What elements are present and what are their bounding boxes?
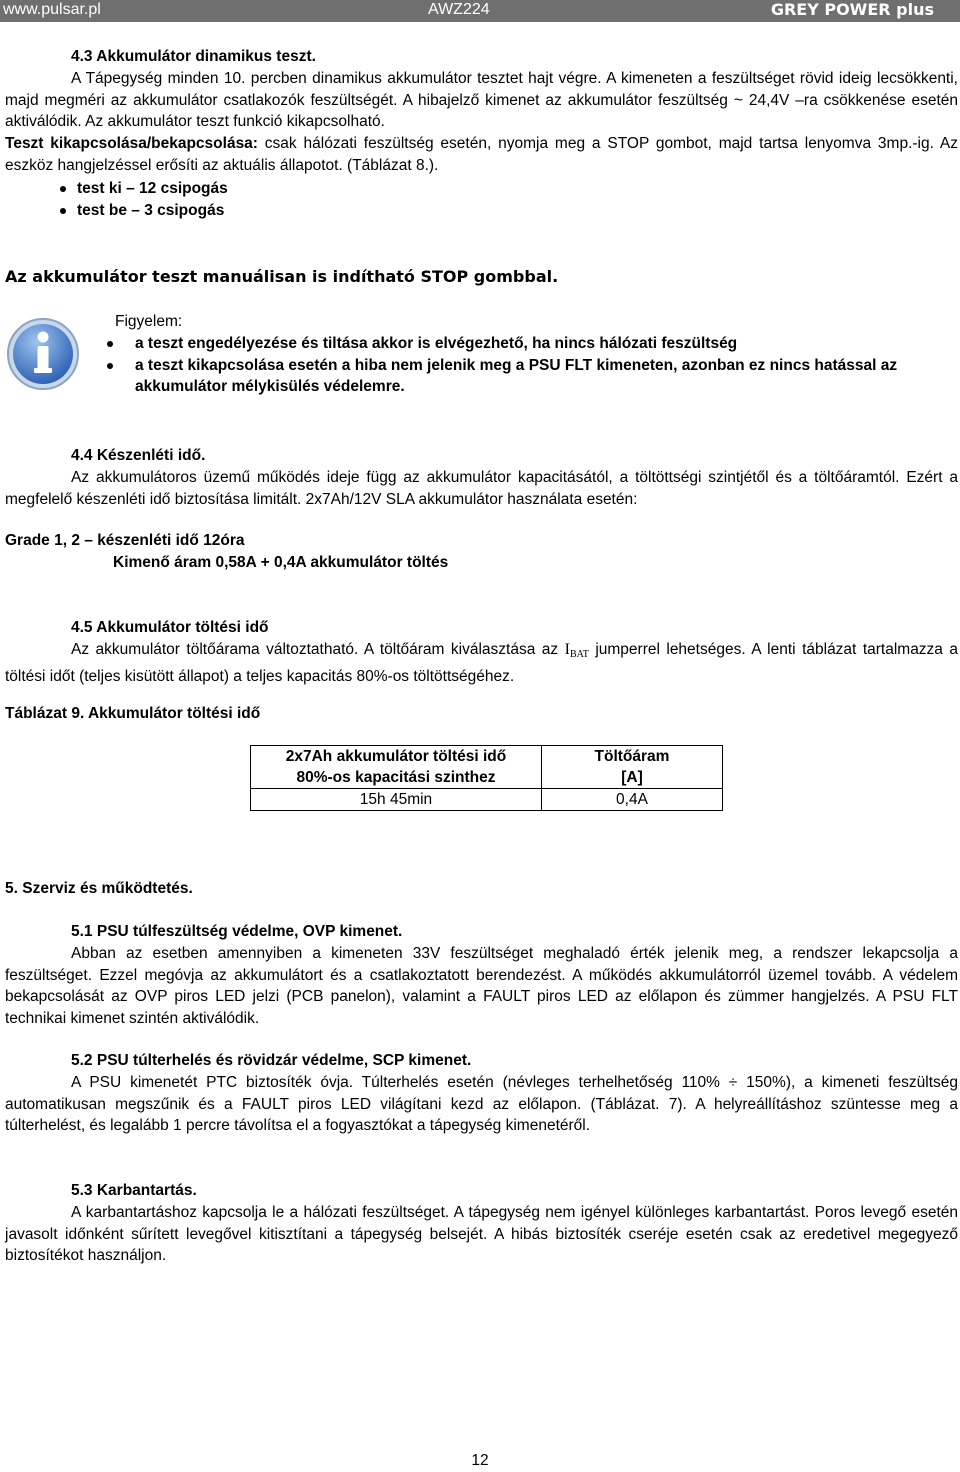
table-row (251, 789, 723, 811)
section-4-4-paragraph: Az akkumulátoros üzemű működés ideje függ az akkumulátor kapacitásától, a töltöttségi szintjétől és a töltőáramtól. Ezért a megfelelő készenléti idő biztosítása limitált. 2x7Ah/12V SLA akkumulátor használata esetén: (5, 469, 958, 508)
note-list (5, 333, 958, 398)
charge-time-table (250, 745, 723, 811)
table-header-cell: Töltőáram [A] (542, 746, 723, 789)
table-row (251, 746, 723, 789)
table-cell: 15h 45min (251, 789, 542, 811)
table-header-cell: 2x7Ah akkumulátor töltési idő 80%-os kapacitási szinthez (251, 746, 542, 789)
section-5-title: 5. Szerviz és működtetés. (5, 880, 193, 897)
list-item: a teszt kikapcsolása esetén a hiba nem jelenik meg a PSU FLT kimeneten, azonban ez nincs hatással az akkumulátor mélykisülés védelemre. (5, 355, 958, 398)
page-header (0, 0, 960, 22)
section-4-3-paragraph: A Tápegység minden 10. percben dinamikus akkumulátor tesztet hajt végre. A kimeneten a feszültséget rövid ideig lecsökkenti, majd megméri az akkumulátor csatlakozók feszültségét. A hibajelző kimenet az akkumulátor feszültség ~ 24,4V –ra csökkenése esetén aktiválódik. Az akkumulátor teszt funkció kikapcsolható. (5, 70, 958, 130)
ibat-symbol: $I_{BAT}$ (564, 641, 589, 660)
test-toggle-text: csak hálózati feszültség esetén, nyomja meg a STOP gombot, majd tartsa lenyomva 3mp.-ig. Az eszköz hangjelzéssel erősíti az aktuális állapotot. (Táblázat 8.). (5, 135, 958, 174)
section-5-2-title: 5.2 PSU túlterhelés és rövidzár védelme, SCP kimenet. (71, 1052, 472, 1069)
header-site: www.pulsar.pl (3, 1, 101, 18)
grade-line: Grade 1, 2 – készenléti idő 12óra (5, 532, 245, 549)
section-5-3-title: 5.3 Karbantartás. (71, 1182, 197, 1199)
section-4-3-test-toggle (5, 133, 958, 176)
section-4-5-title: 4.5 Akkumulátor töltési idő (71, 619, 269, 636)
list-item: test ki – 12 csipogás (5, 178, 958, 200)
section-5-3-paragraph: A karbantartáshoz kapcsolja le a hálózati feszültséget. A tápegység nem igényel különleges karbantartást. Poros levegő esetén javasolt időnként sűrített levegővel kitisztítani a tápegység belsejét. A hibás biztosíték cseréje esetén csak az eredetivel megegyező biztosítékot használjon. (5, 1204, 958, 1264)
note-title: Figyelem: (115, 313, 183, 330)
header-product: GREY POWER plus (770, 0, 934, 19)
table-cell: 0,4A (542, 789, 723, 811)
manual-test-note: Az akkumulátor teszt manuálisan is indítható STOP gombbal. (5, 267, 559, 286)
header-model: AWZ224 (428, 1, 490, 18)
section-4-4-title: 4.4 Készenléti idő. (71, 447, 206, 464)
beep-list (5, 178, 958, 221)
section-5-1-paragraph: Abban az esetben amennyiben a kimeneten 33V feszültséget meghaladó érték jelenik meg, a rendszer lekapcsolja a feszültséget. Ezzel megóvja az akkumulátort és a csatlakoztatott berendezést. A működés akkumulátorról üzemel tovább. A védelem bekapcsolását az OVP piros LED jelzi (PCB panelon), valamint a FAULT piros LED az előlapon és zümmer hangjelzés. A PSU FLT technikai kimenet szintén aktiválódik. (5, 945, 958, 1027)
list-item: test be – 3 csipogás (5, 200, 958, 222)
table-9-title: Táblázat 9. Akkumulátor töltési idő (5, 705, 261, 722)
list-item: a teszt engedélyezése és tiltása akkor is elvégezhető, ha nincs hálózati feszültség (5, 333, 958, 355)
current-line: Kimenő áram 0,58A + 0,4A akkumulátor töltés (113, 554, 449, 571)
section-4-3-title: 4.3 Akkumulátor dinamikus teszt. (71, 48, 316, 65)
section-4-5-paragraph: Az akkumulátor töltőárama változtatható. A töltőáram kiválasztása az $I_{BAT}$ jumperrel lehetséges. A lenti táblázat tartalmazza a töltési időt (teljes kisütött állapot) a teljes kapacitás 80%-os töltöttségéhez. (5, 641, 959, 685)
section-5-2-paragraph: A PSU kimenetét PTC biztosíték óvja. Túlterhelés esetén (névleges terhelhetőség 110% ÷ 150%), a kimeneti feszültség automatikusan megszűnik és a FAULT piros LED világítani kezd az előlapon. (Táblázat. 7). A helyreállításhoz szüntesse meg a túlterhelést, és legalább 1 percre távolítsa el a fogyasztókat a tápegység kimenetéről. (5, 1074, 958, 1134)
page-number: 12 (471, 1452, 489, 1469)
section-5-1-title: 5.1 PSU túlfeszültség védelme, OVP kimenet. (71, 923, 403, 940)
test-toggle-label: Teszt kikapcsolása/bekapcsolása: (5, 135, 258, 152)
